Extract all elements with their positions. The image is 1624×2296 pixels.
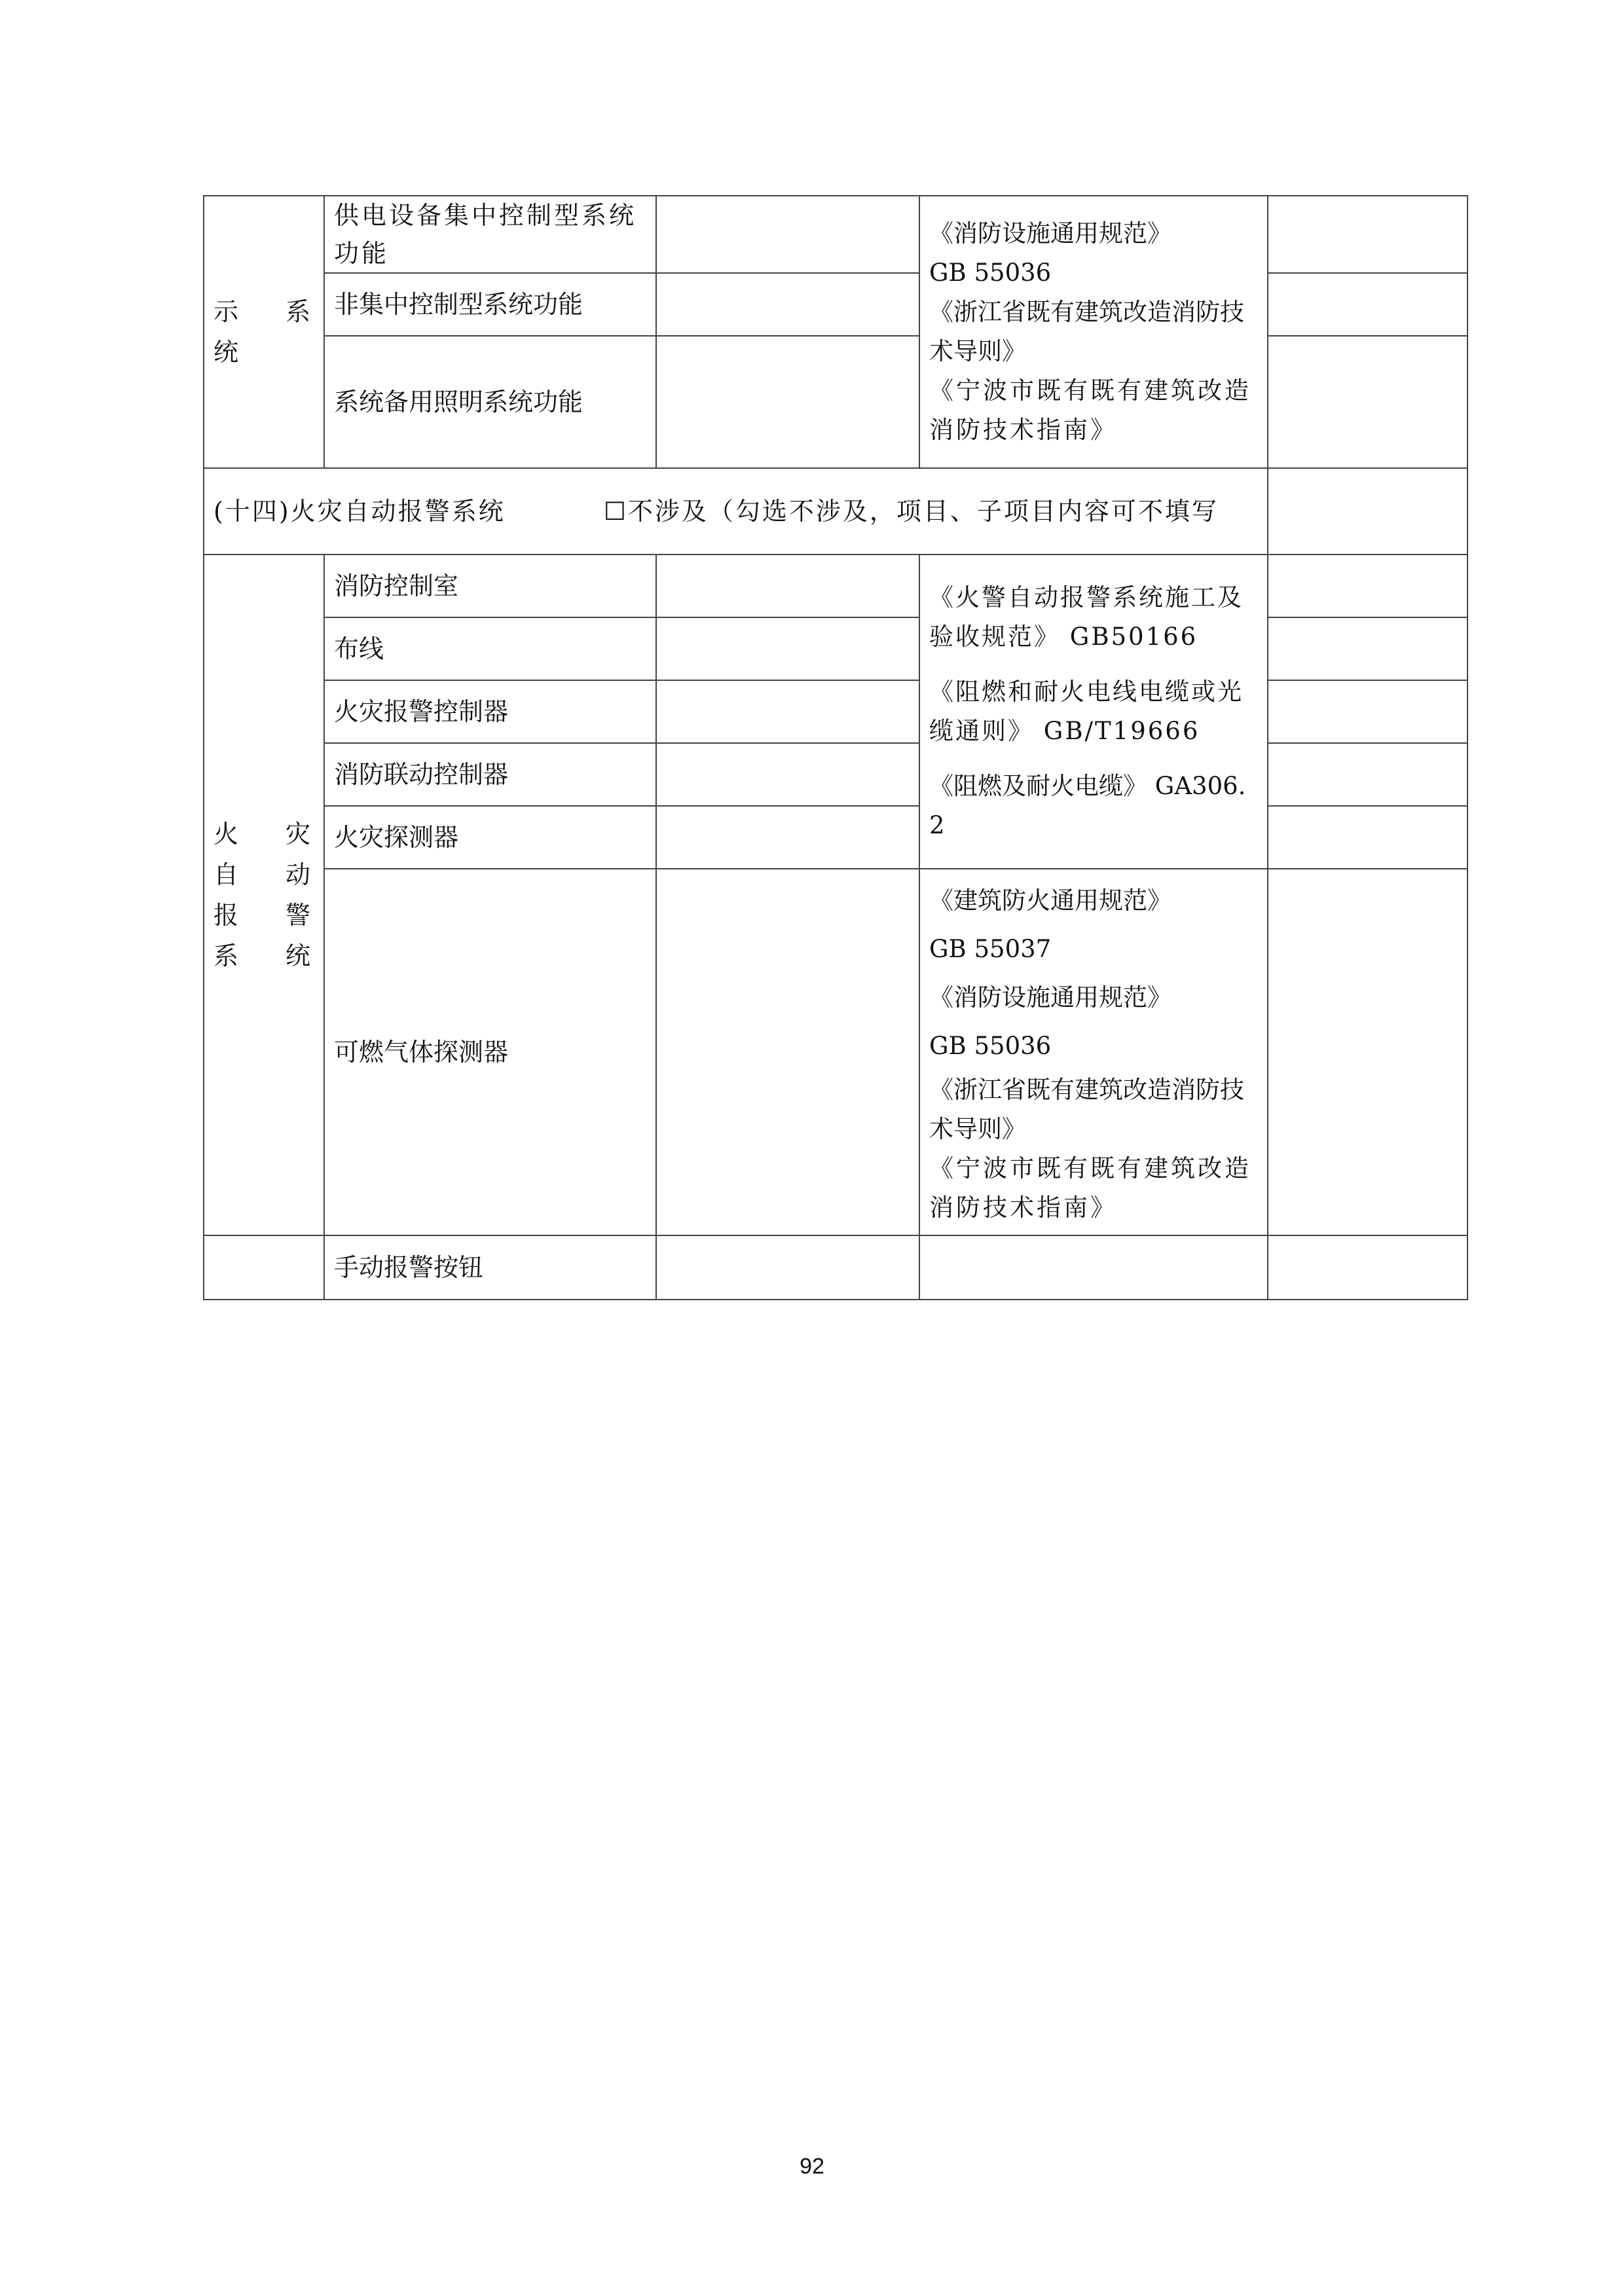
table-row: [204, 806, 1467, 869]
remark-cell[interactable]: [1268, 336, 1467, 468]
standards-cell-alarm-b: [919, 869, 1268, 1235]
item-cell: 手动报警按钮: [324, 1235, 656, 1300]
item-cell: 布线: [324, 617, 656, 680]
table-row: [204, 617, 1467, 680]
item-cell: 消防控制室: [324, 555, 656, 617]
item-cell: 火灾探测器: [324, 806, 656, 869]
category-cell-lighting: [204, 196, 324, 468]
result-cell[interactable]: [656, 273, 919, 336]
remark-cell[interactable]: [1268, 680, 1467, 743]
result-cell[interactable]: [656, 869, 919, 1235]
table-row: [204, 1235, 1467, 1300]
standard-text: 《宁波市既有既有建筑改造消防技术指南》: [929, 376, 1251, 444]
remark-cell[interactable]: [1268, 1235, 1467, 1300]
remark-cell[interactable]: [1268, 617, 1467, 680]
result-cell[interactable]: [656, 617, 919, 680]
table-row: [204, 555, 1467, 617]
item-cell: 火灾报警控制器: [324, 680, 656, 743]
section-title-cell: [204, 468, 1268, 555]
item-cell: 消防联动控制器: [324, 743, 656, 806]
remark-cell[interactable]: [1268, 869, 1467, 1235]
result-cell[interactable]: [656, 196, 919, 273]
standard-text: 《浙江省既有建筑改造消防技术导则》: [929, 298, 1244, 365]
standard-text: GB 55037: [929, 935, 1052, 963]
section-row: [204, 468, 1467, 555]
item-cell: 可燃气体探测器: [324, 869, 656, 1235]
category-line: 火 灾: [213, 820, 314, 848]
remark-cell[interactable]: [1268, 273, 1467, 336]
category-line: 示 系: [213, 297, 314, 326]
standards-cell-empty: [919, 1235, 1268, 1300]
category-cell-empty: [204, 1235, 324, 1300]
standards-cell-lighting: [919, 196, 1268, 468]
standard-text: 《浙江省既有建筑改造消防技术导则》: [929, 1076, 1244, 1143]
standard-text: 《阻燃和耐火电线电缆或光缆通则》 GB/T19666: [929, 678, 1244, 745]
remark-cell[interactable]: [1268, 743, 1467, 806]
result-cell[interactable]: [656, 336, 919, 468]
standard-text: GB 55036: [929, 1032, 1052, 1060]
remark-cell[interactable]: [1268, 468, 1467, 555]
inspection-table: [203, 195, 1468, 1300]
category-line: 系 统: [213, 941, 314, 970]
remark-cell[interactable]: [1268, 196, 1467, 273]
standard-text: 《建筑防火通用规范》: [929, 886, 1172, 915]
item-cell: 系统备用照明系统功能: [324, 336, 656, 468]
result-cell[interactable]: [656, 680, 919, 743]
standard-text: 《消防设施通用规范》: [929, 219, 1172, 247]
standards-cell-alarm-a: [919, 555, 1268, 869]
standard-text: 《消防设施通用规范》: [929, 983, 1172, 1011]
table-row: [204, 336, 1467, 468]
category-line: 自 动: [213, 860, 314, 889]
page-number: 92: [800, 2154, 824, 2179]
category-line: 报 警: [213, 901, 314, 930]
table-row: [204, 743, 1467, 806]
table-row: [204, 869, 1467, 1235]
result-cell[interactable]: [656, 806, 919, 869]
section-title: (十四)火灾自动报警系统: [213, 497, 506, 526]
table-row: [204, 196, 1467, 273]
item-cell: 非集中控制型系统功能: [324, 273, 656, 336]
standard-text: 《火警自动报警系统施工及验收规范》 GB50166: [929, 583, 1244, 651]
table-row: [204, 680, 1467, 743]
standard-text: GB 55036: [929, 259, 1052, 287]
standard-text: 《阻燃及耐火电缆》 GA306.2: [929, 772, 1246, 839]
result-cell[interactable]: [656, 555, 919, 617]
remark-cell[interactable]: [1268, 806, 1467, 869]
table-row: [204, 273, 1467, 336]
standard-text: 《宁波市既有既有建筑改造消防技术指南》: [929, 1154, 1251, 1222]
result-cell[interactable]: [656, 1235, 919, 1300]
category-cell-alarm: [204, 555, 324, 1235]
result-cell[interactable]: [656, 743, 919, 806]
remark-cell[interactable]: [1268, 555, 1467, 617]
item-cell: 供电设备集中控制型系统功能: [324, 196, 656, 273]
category-line: 统: [213, 338, 243, 367]
not-applicable-option[interactable]: ☐不涉及（勾选不涉及，项目、子项目内容可不填写: [603, 497, 1219, 526]
